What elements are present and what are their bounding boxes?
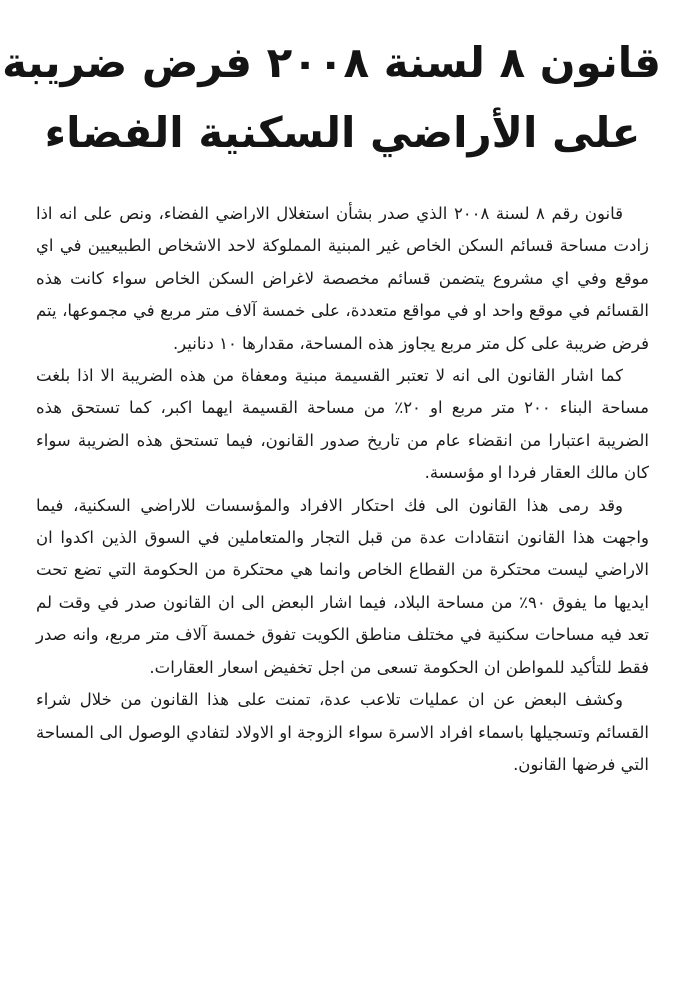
headline-line-2: على الأراضي السكنية الفضاء <box>44 108 641 157</box>
article-paragraph-1: قانون رقم ٨ لسنة ٢٠٠٨ الذي صدر بشأن استغلال الاراضي الفضاء، ونص على انه اذا زادت مساحة قسائم السكن الخاص غير المبنية المملوكة لاحد الاشخاص الطبيعيين في اي موقع وفي اي مشروع يتضمن قسائم مخصصة لاغراض السكن الخاص سواء كانت هذه القسائم في موقع واحد او في مواقع متعددة، على خمسة آلاف متر مربع في مجموعها، يتم فرض ضريبة على كل متر مربع يجاوز هذه المساحة، مقدارها ١٠ دنانير. <box>36 204 649 353</box>
article-paragraph-2: كما اشار القانون الى انه لا تعتبر القسيمة مبنية ومعفاة من هذه الضريبة الا اذا بلغت مساحة البناء ٢٠٠ متر مربع او ٢٠٪ من مساحة القسيمة ايهما اكبر، كما تستحق هذه الضريبة اعتبارا من انقضاء عام من تاريخ صدور القانون، فيما تستحق هذه الضريبة سواء كان مالك العقار فردا او مؤسسة. <box>36 366 649 483</box>
headline-line-1: قانون ٨ لسنة ٢٠٠٨ فرض ضريبة <box>2 38 661 87</box>
article-body <box>36 198 649 781</box>
article-paragraph-3: وقد رمى هذا القانون الى فك احتكار الافراد والمؤسسات للاراضي السكنية، فيما واجهت هذا القانون انتقادات عدة من قبل التجار والمتعاملين في السوق الذين اكدوا ان الاراضي ليست محتكرة من القطاع الخاص وانما هي محتكرة من الحكومة التي تضع تحت ايديها ما يفوق ٩٠٪ من مساحة البلاد، فيما اشار البعض الى ان القانون صدر في وقت لم تعد فيه مساحات سكنية في مختلف مناطق الكويت تفوق خمسة آلاف متر مربع، وانه صدر فقط للتأكيد للمواطن ان الحكومة تسعى من اجل تخفيض اسعار العقارات. <box>36 495 649 677</box>
article-paragraph-4: وكشف البعض عن ان عمليات تلاعب عدة، تمنت على هذا القانون من خلال شراء القسائم وتسجيلها باسماء افراد الاسرة سواء الزوجة او الاولاد لتفادي الوصول الى المساحة التي فرضها القانون. <box>36 690 649 774</box>
article-headline <box>2 28 661 168</box>
